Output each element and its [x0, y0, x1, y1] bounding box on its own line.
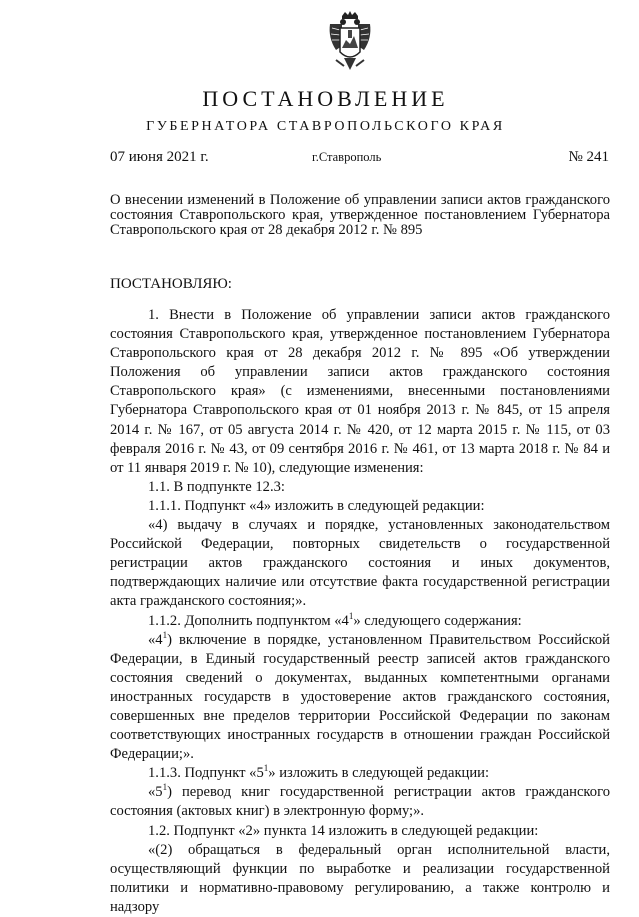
document-title: ПОСТАНОВЛЕНИЕ [202, 86, 449, 111]
paragraph: 1.1.1. Подпункт «4» изложить в следующей редакции: [148, 497, 485, 514]
paragraph: 1.1.3. Подпункт «$5^1$» изложить в следующей редакции: [148, 763, 490, 782]
paragraph: «$5^1$) перевод книг государственной регистрации актов гражданского состояния (актовых книг) в электронную форму;». [110, 782, 610, 820]
document-heading: О внесении изменений в Положение об управлении записи актов гражданского состояния Ставропольского края, утвержденное постановлением Губернатора Ставропольского края от 28 декабря 2012 г. № 895 [110, 192, 610, 238]
paragraph: 1.1.2. Дополнить подпунктом «$4^1$» следующего содержания: [148, 610, 522, 629]
paragraph: «4) выдачу в случаях и порядке, установленных законодательством Российской Федерации, повторных свидетельств о государственной регистрации актов гражданского состояния и иных документов, подтверждающих наличие или отсутствие факта государственной регистрации акта гражданского состояния;». [110, 517, 610, 610]
paragraph: «(2) обращаться в федеральный орган исполнительной власти, осуществляющий функции по выработке и реализации государственной политики и нормативно-правовому регулированию, а также контролю и надзору [110, 841, 610, 915]
document-city: г.Ставрополь [312, 150, 382, 164]
document-date: 07 июня 2021 г. [110, 149, 209, 165]
document-body [110, 306, 610, 917]
paragraph: «$4^1$) включение в порядке, установленном Правительством Российской Федерации, в Единый государственный реестр записей актов гражданского состояния сведений о документах, выданных компетентными органами иностранных государств в удостоверение актов гражданского состояния, совершенных вне пределов территории Российской Федерации по законам соответствующих иностранных государств в отношении граждан Российской Федерации;». [110, 629, 610, 763]
paragraph: 1. Внести в Положение об управлении записи актов гражданского состояния Ставропольского края, утвержденное постановлением Губернатора Ставропольского края от 28 декабря 2012 г. № 895 «Об утверждении Положения об управлении записи актов гражданского состояния Ставропольского края» (с изменениями, внесенными постановлениями Губернатора Ставропольского края от 01 ноября 2013 г. № 845, от 15 апреля 2014 г. № 167, от 05 августа 2014 г. № 420, от 12 марта 2015 г. № 115, от 03 февраля 2016 г. № 43, от 09 сентября 2016 г. № 461, от 13 марта 2018 г. № 84 и от 11 января 2019 г. № 10), следующие изменения: [110, 307, 610, 476]
paragraph: 1.2. Подпункт «2» пункта 14 изложить в следующей редакции: [148, 822, 539, 839]
decree-word: ПОСТАНОВЛЯЮ: [110, 276, 232, 292]
document-number: № 241 [568, 149, 609, 165]
document-subtitle: ГУБЕРНАТОРА СТАВРОПОЛЬСКОГО КРАЯ [146, 119, 505, 134]
coat-of-arms-icon [326, 10, 374, 76]
paragraph: 1.1. В подпункте 12.3: [148, 478, 285, 495]
